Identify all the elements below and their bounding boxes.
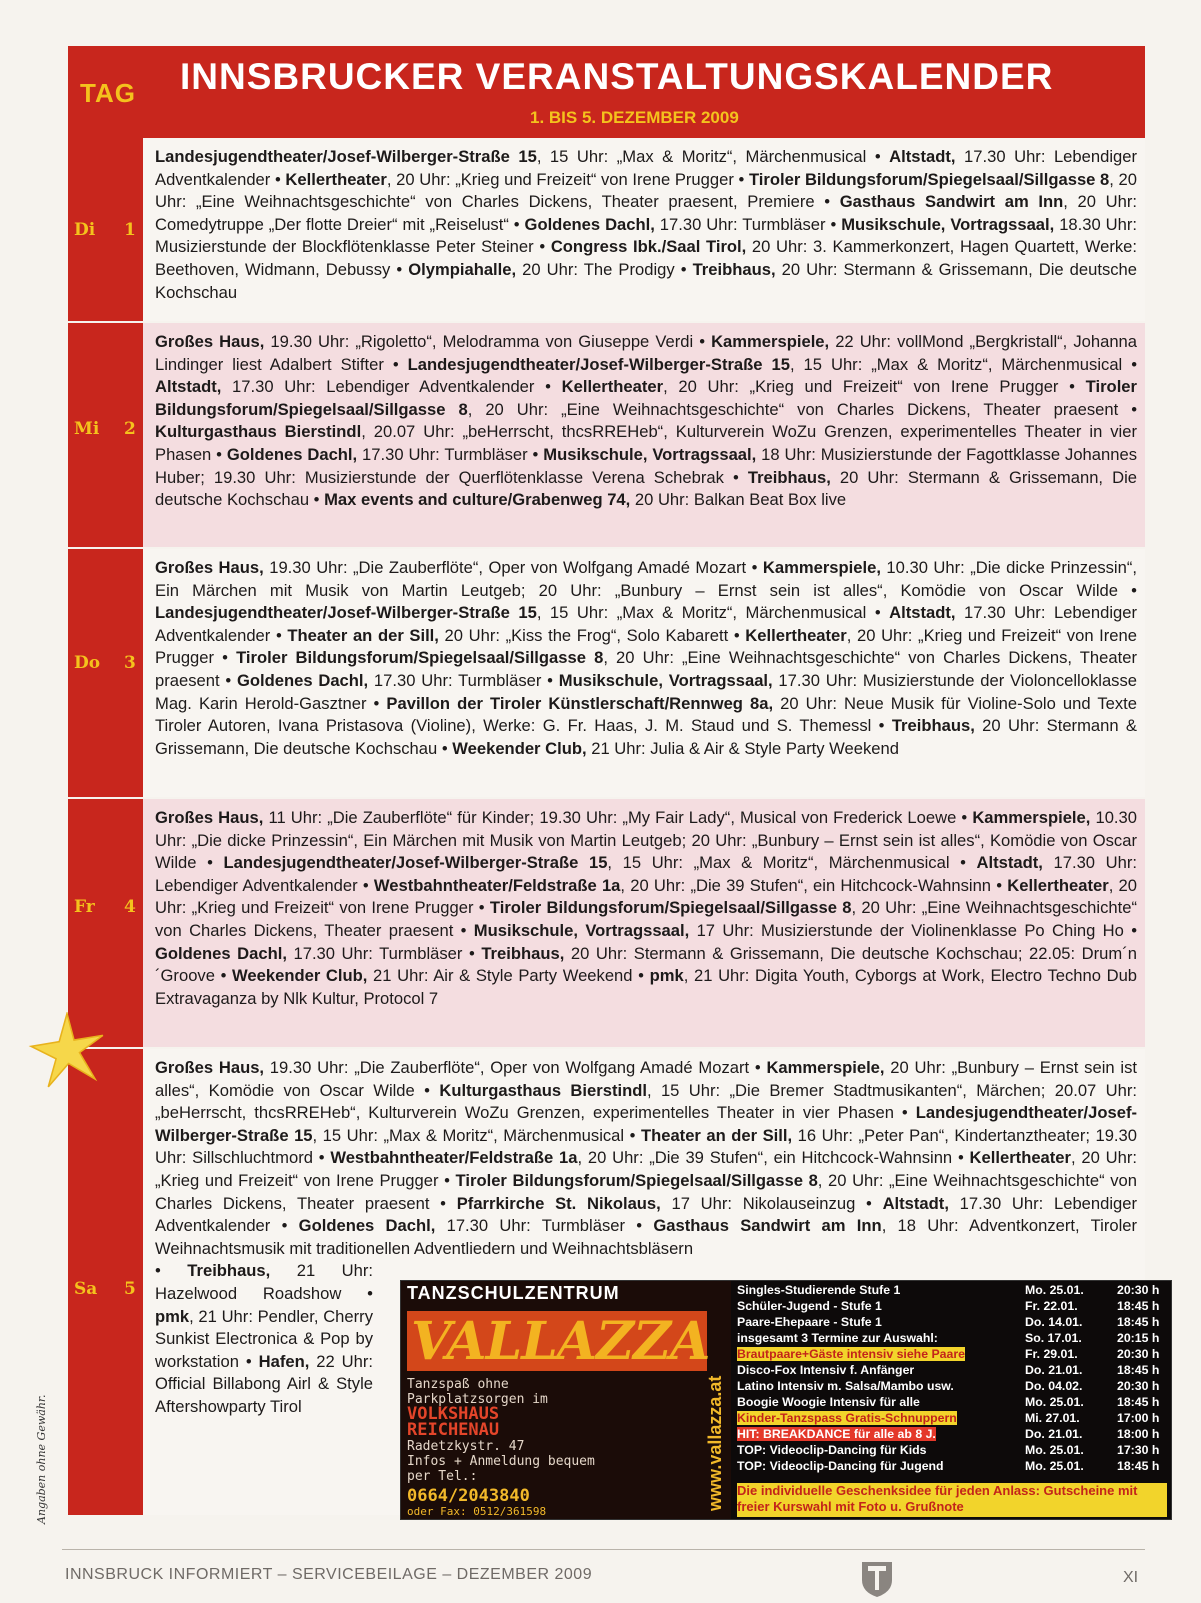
day-number: 5 xyxy=(124,1279,136,1299)
event-details: 22 Uhr: vollMond „Bergkristall“, Johanna Lindinger liest Adalbert Stifter xyxy=(155,332,1138,374)
event-details: 20 Uhr: The Prodigy xyxy=(516,259,675,279)
event-venue: pmk xyxy=(649,966,684,986)
ad-course-row xyxy=(737,1283,1167,1299)
event-venue: Goldenes Dachl, xyxy=(524,214,655,234)
event-details: 21 Uhr: Air & Style Party Weekend xyxy=(367,966,633,986)
event-venue: Treibhaus, xyxy=(692,259,776,279)
event-venue: Kellertheater xyxy=(285,169,387,189)
event-venue: pmk xyxy=(155,1306,190,1326)
ad-course-row xyxy=(737,1427,1167,1443)
course-time: 18:45 h xyxy=(1117,1363,1160,1377)
event-details: , 21 Uhr: Pendler, Cherry Sunkist Electronica & Pop by workstation xyxy=(155,1306,373,1371)
event-venue: Altstadt, xyxy=(155,377,222,397)
event-venue: Theater an der Sill, xyxy=(287,625,439,645)
day-number: 3 xyxy=(124,653,136,673)
event-details: 17.30 Uhr: Turmbläser xyxy=(368,670,542,690)
event-list-narrow: • Treibhaus, 21 Uhr: Hazelwood Roadshow • pmk, 21 Uhr: Pendler, Cherry Sunkist Electronica & Pop by workstation • Hafen, 22 Uhr: Official Billabong Airl & Style Aftershowparty Tirol xyxy=(155,1261,374,1416)
ad-course-row xyxy=(737,1459,1167,1475)
course-name: Latino Intensiv m. Salsa/Mambo usw. xyxy=(737,1379,954,1393)
event-details: 11 Uhr: „Die Zauberflöte“ für Kinder; 19.30 Uhr: „My Fair Lady“, Musical von Frederick Loewe xyxy=(263,808,957,827)
event-details: , 20.07 Uhr: „beHerrscht, thcsRREHeb“, Kulturverein WoZu Grenzen, experimentelles Theater in vier Phasen xyxy=(155,422,1137,464)
ad-logo: VALLAZZA xyxy=(411,1311,710,1372)
course-date: So. 17.01. xyxy=(1025,1331,1082,1345)
event-details: 17.30 Uhr: Turmbläser xyxy=(654,214,826,234)
event-details: , 21 Uhr: Digita Youth, Cyborgs at Work, Electro Techno Dub Extravaganza by Nlk Kultur, Protocol 7 xyxy=(155,966,1138,1008)
event-details: , 20 Uhr: „Krieg und Freizeit“ von Irene Prugger xyxy=(155,1148,1137,1190)
event-venue: Musikschule, Vortragssaal, xyxy=(841,214,1055,234)
event-details: , 15 Uhr: „Die Bremer Stadtmusikanten“, Märchen; 20.07 Uhr: „beHerrscht, thcsRREHeb“, Kulturverein WoZu Grenzen, experimentelles Theater in vier Phasen xyxy=(155,1080,1138,1123)
event-venue: Pavillon der Tiroler Künstlerschaft/Rennweg 8a, xyxy=(386,693,774,713)
event-venue: Westbahntheater/Feldstraße 1a xyxy=(330,1148,578,1168)
event-venue: Landesjugendtheater/Josef-Wilberger-Straße 15 xyxy=(155,603,537,623)
event-list: Großes Haus, 19.30 Uhr: „Rigoletto“, Melodramma von Giuseppe Verdi • Kammerspiele, 22 Uhr: vollMond „Bergkristall“, Johanna Lindinger liest Adalbert Stifter • Landesjugendtheater/Josef-Wilberger-Straße 15, 15 Uhr: „Max & Moritz“, Märchenmusical • Altstadt, 17.30 Uhr: Lebendiger Adventkalender • Kellertheater, 20 Uhr: „Krieg und Freizeit“ von Irene Prugger • Tiroler Bildungsforum/Spiegelsaal/Sillgasse 8, 20 Uhr: „Eine Weihnachtsgeschichte“ von Charles Dickens, Theater praesent • Kulturgasthaus Bierstindl, 20.07 Uhr: „beHerrscht, thcsRREHeb“, Kulturverein WoZu Grenzen, experimentelles Theater in vier Phasen • Goldenes Dachl, 17.30 Uhr: Turmbläser • Musikschule, Vortragssaal, 18 Uhr: Musizierstunde der Fagottklasse Johannes Huber; 19.30 Uhr: Musizierstunde der Querflötenklasse Verena Schebrak • Treibhaus, 20 Uhr: Stermann & Grissemann, Die deutsche Kochschau • Max events and culture/Grabenweg 74, 20 Uhr: Balkan Beat Box live xyxy=(155,332,1138,510)
event-venue: Musikschule, Vortragssaal, xyxy=(473,920,690,940)
event-venue: Kammerspiele, xyxy=(762,558,881,577)
event-venue: Altstadt, xyxy=(889,603,956,623)
event-details: , 20 Uhr: „Eine Weihnachtsgeschichte“ von Charles Dickens, Theater praesent xyxy=(155,898,1137,940)
ad-course-table xyxy=(737,1283,1167,1475)
event-venue: Olympiahalle, xyxy=(408,259,517,279)
event-venue: Tiroler Bildungsforum/Spiegelsaal/Sillgasse 8 xyxy=(748,169,1110,189)
event-details: , 20 Uhr: Comedytruppe „Der flotte Dreier“ mit „Reiselust“ xyxy=(155,192,1138,234)
ad-footer: Die individuelle Geschenksidee für jeden Anlass: Gutscheine mit freier Kurswahl mit Foto u. Grußnote xyxy=(737,1483,1167,1517)
event-details: , 15 Uhr: „Max & Moritz“, Märchenmusical xyxy=(312,1125,625,1145)
event-details: 20 Uhr: 3. Kammerkonzert, Hagen Quartett, Werke: Beethoven, Widmann, Debussy xyxy=(155,237,1137,279)
event-details: 17 Uhr: Musizierstunde der Violinenklasse Po Ching Ho xyxy=(689,920,1124,940)
event-list: Großes Haus, 11 Uhr: „Die Zauberflöte“ für Kinder; 19.30 Uhr: „My Fair Lady“, Musical von Frederick Loewe • Kammerspiele, 10.30 Uhr: „Die dicke Prinzessin“, Ein Märchen mit Musik von Martin Leutgeb; 20 Uhr: „Bunbury – Ernst sein ist alles“, Komödie von Oscar Wilde • Landesjugendtheater/Josef-Wilberger-Straße 15, 15 Uhr: „Max & Moritz“, Märchenmusical • Altstadt, 17.30 Uhr: Lebendiger Adventkalender • Westbahntheater/Feldstraße 1a, 20 Uhr: „Die 39 Stufen“, ein Hitchcock-Wahnsinn • Kellertheater, 20 Uhr: „Krieg und Freizeit“ von Irene Prugger • Tiroler Bildungsforum/Spiegelsaal/Sillgasse 8, 20 Uhr: „Eine Weihnachtsgeschichte“ von Charles Dickens, Theater praesent • Musikschule, Vortragssaal, 17 Uhr: Musizierstunde der Violinenklasse Po Ching Ho • Goldenes Dachl, 17.30 Uhr: Turmbläser • Treibhaus, 20 Uhr: Stermann & Grissemann, Die deutsche Kochschau; 22.05: Drum´n´Groove • Weekender Club, 21 Uhr: Air & Style Party Weekend • pmk, 21 Uhr: Digita Youth, Cyborgs at Work, Electro Techno Dub Extravaganza by Nlk Kultur, Protocol 7 xyxy=(155,808,1138,1008)
disclaimer: Angaben ohne Gewähr. xyxy=(35,1394,48,1524)
page-title: INNSBRUCKER VERANSTALTUNGSKALENDER xyxy=(180,56,1054,97)
event-venue: Weekender Club, xyxy=(452,738,587,758)
event-venue: Kellertheater xyxy=(561,377,664,397)
event-venue: Max events and culture/Grabenweg 74, xyxy=(324,490,631,510)
event-details: , 20 Uhr: „Krieg und Freizeit“ von Irene Prugger xyxy=(386,169,734,189)
event-details: , 15 Uhr: „Max & Moritz“, Märchenmusical xyxy=(536,147,867,166)
weekday-label: Fr xyxy=(74,897,95,917)
event-venue: Congress Ibk./Saal Tirol, xyxy=(550,237,747,257)
event-details: 17.30 Uhr: Turmbläser xyxy=(286,943,463,963)
ad-course-row xyxy=(737,1443,1167,1459)
event-details: 18.30 Uhr: Musizierstunde der Blockflötenklasse Peter Steiner xyxy=(155,214,1137,257)
event-details: , 20 Uhr: „Krieg und Freizeit“ von Irene Prugger xyxy=(155,625,1137,668)
ad-contact xyxy=(407,1377,597,1484)
event-details: 21 Uhr: Julia & Air & Style Party Weekend xyxy=(586,738,899,758)
course-time: 20:30 h xyxy=(1117,1379,1160,1393)
course-date: Do. 21.01. xyxy=(1025,1363,1083,1377)
day-number: 4 xyxy=(124,897,136,917)
event-list-wide: Großes Haus, 19.30 Uhr: „Die Zauberflöte“, Oper von Wolfgang Amadé Mozart • Kammerspiele, 20 Uhr: „Bunbury – Ernst sein ist alles“, Komödie von Oscar Wilde • Kulturgasthaus Bierstindl, 15 Uhr: „Die Bremer Stadtmusikanten“, Märchen; 20.07 Uhr: „beHerrscht, thcsRREHeb“, Kulturverein WoZu Grenzen, experimentelles Theater in vier Phasen • Landesjugendtheater/Josef-Wilberger-Straße 15, 15 Uhr: „Max & Moritz“, Märchenmusical • Theater an der Sill, 16 Uhr: „Peter Pan“, Kindertanztheater; 19.30 Uhr: Sillschluchtmord • Westbahntheater/Feldstraße 1a, 20 Uhr: „Die 39 Stufen“, ein Hitchcock-Wahnsinn • Kellertheater, 20 Uhr: „Krieg und Freizeit“ von Irene Prugger • Tiroler Bildungsforum/Spiegelsaal/Sillgasse 8, 20 Uhr: „Eine Weihnachtsgeschichte“ von Charles Dickens, Theater praesent • Pfarrkirche St. Nikolaus, 17 Uhr: Nikolauseinzug • Altstadt, 17.30 Uhr: Lebendiger Adventkalender • Goldenes Dachl, 17.30 Uhr: Turmbläser • Gasthaus Sandwirt am Inn, 18 Uhr: Adventkonzert, Tiroler Weihnachtsmusik mit traditionellen Adventliedern und Weihnachtsbläsern xyxy=(155,1058,1138,1258)
course-name: HIT: BREAKDANCE für alle ab 8 J. xyxy=(737,1427,936,1441)
event-venue: Musikschule, Vortragssaal, xyxy=(558,670,773,690)
event-venue: Kellertheater xyxy=(745,625,847,645)
event-venue: Goldenes Dachl, xyxy=(298,1216,436,1236)
event-details: 20 Uhr: „Bunbury – Ernst sein ist alles“, Komödie von Oscar Wilde xyxy=(155,1058,1137,1100)
ad-course-row xyxy=(737,1379,1167,1395)
event-details: 21 Uhr: Hazelwood Roadshow xyxy=(155,1261,374,1303)
event-venue: Westbahntheater/Feldstraße 1a xyxy=(373,875,621,895)
event-venue: Tiroler Bildungsforum/Spiegelsaal/Sillgasse 8 xyxy=(236,648,604,668)
weekday-label: Di xyxy=(74,220,96,240)
weekday-label: Do xyxy=(74,653,101,673)
course-date: Do. 04.02. xyxy=(1025,1379,1083,1393)
day-cell xyxy=(68,1049,143,1515)
course-date: Do. 21.01. xyxy=(1025,1427,1083,1441)
course-date: Do. 14.01. xyxy=(1025,1315,1083,1329)
ad-course-row xyxy=(737,1411,1167,1427)
svg-text:www.vallazza.at: www.vallazza.at xyxy=(705,1375,725,1511)
event-details: 10.30 Uhr: „Die dicke Prinzessin“, Ein Märchen mit Musik von Martin Leutgeb; 20 Uhr: „Bunbury – Ernst sein ist alles“, Komödie von Oscar Wilde xyxy=(155,558,1137,600)
event-details: 17.30 Uhr: Lebendiger Adventkalender xyxy=(155,853,1137,895)
event-details: , 20 Uhr: „Krieg und Freizeit“ von Irene Prugger xyxy=(663,377,1059,397)
event-details: 20 Uhr: „Kiss the Frog“, Solo Kabarett xyxy=(438,625,729,645)
event-details: , 20 Uhr: „Eine Weihnachtsgeschichte“ von Charles Dickens, Theater praesent xyxy=(155,648,1137,690)
event-details: 17 Uhr: Nikolauseinzug xyxy=(660,1193,856,1213)
ad-course-row xyxy=(737,1347,1167,1363)
course-date: Fr. 29.01. xyxy=(1025,1347,1078,1361)
event-venue: Kulturgasthaus Bierstindl xyxy=(155,422,362,442)
event-details: 17.30 Uhr: Lebendiger Adventkalender xyxy=(155,147,1137,189)
event-details: , 20 Uhr: „Krieg und Freizeit“ von Irene Prugger xyxy=(155,875,1138,918)
ad-course-row xyxy=(737,1315,1167,1331)
ad-address: Radetzkystr. 47 xyxy=(407,1439,525,1454)
event-venue: Kammerspiele, xyxy=(972,808,1091,827)
event-venue: Altstadt, xyxy=(976,853,1043,873)
course-date: Mo. 25.01. xyxy=(1025,1443,1084,1457)
ad-info: Infos + Anmeldung bequem per Tel.: xyxy=(407,1454,595,1484)
ad-course-row xyxy=(737,1299,1167,1315)
event-details: 20 Uhr: Balkan Beat Box live xyxy=(630,490,847,510)
event-venue: Großes Haus, xyxy=(155,558,264,577)
course-time: 18:45 h xyxy=(1117,1299,1160,1313)
event-venue: Kellertheater xyxy=(1007,875,1109,895)
event-venue: Treibhaus, xyxy=(747,467,831,487)
event-venue: Goldenes Dachl, xyxy=(236,670,369,690)
course-name: TOP: Videoclip-Dancing für Jugend xyxy=(737,1459,944,1473)
course-name: insgesamt 3 Termine zur Auswahl: xyxy=(737,1331,938,1345)
course-date: Mo. 25.01. xyxy=(1025,1395,1084,1409)
event-details: 20 Uhr: Stermann & Grissemann, Die deutsche Kochschau xyxy=(155,467,1137,510)
ad-phone: 0664/2043840 xyxy=(407,1486,530,1506)
event-venue: Großes Haus, xyxy=(155,808,264,827)
event-details: 16 Uhr: „Peter Pan“, Kindertanztheater; 19.30 Uhr: Sillschluchtmord xyxy=(155,1125,1137,1168)
day-column-header: TAG xyxy=(80,78,136,108)
event-details: 19.30 Uhr: „Die Zauberflöte“, Oper von Wolfgang Amadé Mozart xyxy=(264,1058,750,1077)
course-name: Paare-Ehepaare - Stufe 1 xyxy=(737,1315,882,1329)
event-venue: Altstadt, xyxy=(882,1193,949,1213)
day-row-3 xyxy=(68,549,1145,797)
event-details: 18 Uhr: Musizierstunde der Fagottklasse Johannes Huber; 19.30 Uhr: Musizierstunde der Querflötenklasse Verena Schebrak xyxy=(155,444,1137,487)
event-venue: Tiroler Bildungsforum/Spiegelsaal/Sillgasse 8 xyxy=(455,1170,818,1190)
course-name: Brautpaare+Gäste intensiv siehe Paare xyxy=(737,1347,965,1361)
day-row-4 xyxy=(68,799,1145,1047)
event-venue: Weekender Club, xyxy=(232,966,368,986)
day-cell xyxy=(68,549,143,797)
event-details: 10.30 Uhr: „Die dicke Prinzessin“, Ein Märchen mit Musik von Martin Leutgeb; 20 Uhr: „Bunbury – Ernst sein ist alles“, Komödie von Oscar Wilde xyxy=(155,808,1137,873)
event-details: 19.30 Uhr: „Rigoletto“, Melodramma von Giuseppe Verdi xyxy=(264,332,694,351)
event-venue: Gasthaus Sandwirt am Inn xyxy=(653,1216,882,1236)
weekday-label: Mi xyxy=(74,419,100,439)
course-date: Mi. 27.01. xyxy=(1025,1411,1080,1425)
event-venue: Treibhaus, xyxy=(891,716,975,736)
event-venue: Kulturgasthaus Bierstindl xyxy=(439,1080,647,1100)
course-time: 20:30 h xyxy=(1117,1347,1160,1361)
event-details: 22 Uhr: Official Billabong Airl & Style Aftershowparty Tirol xyxy=(155,1351,373,1416)
event-venue: Gasthaus Sandwirt am Inn xyxy=(839,192,1064,212)
day-cell xyxy=(68,138,143,321)
event-details: 20 Uhr: Stermann & Grissemann, Die deutsche Kochschau xyxy=(155,716,1137,758)
event-venue: Musikschule, Vortragssaal, xyxy=(543,444,757,464)
ad-fax: oder Fax: 0512/361598 xyxy=(407,1505,547,1518)
event-venue: Treibhaus, xyxy=(481,943,565,963)
event-details: 17.30 Uhr: Turmbläser xyxy=(435,1216,625,1236)
event-venue: Treibhaus, xyxy=(187,1261,271,1281)
course-name: Schüler-Jugend - Stufe 1 xyxy=(737,1299,882,1313)
event-details: 17.30 Uhr: Lebendiger Adventkalender xyxy=(221,377,535,397)
date-range: 1. BIS 5. DEZEMBER 2009 xyxy=(530,108,739,127)
event-venue: Kammerspiele, xyxy=(766,1058,885,1077)
dance-school-ad[interactable] xyxy=(400,1280,1172,1520)
event-venue: Großes Haus, xyxy=(155,332,265,351)
ad-venue: VOLKSHAUS REICHENAU xyxy=(407,1404,500,1440)
course-time: 17:30 h xyxy=(1117,1443,1160,1457)
course-time: 20:15 h xyxy=(1117,1331,1160,1345)
event-venue: Landesjugendtheater/Josef-Wilberger-Straße 15 xyxy=(407,354,790,374)
event-details: , 20 Uhr: „Die 39 Stufen“, ein Hitchcock-Wahnsinn xyxy=(620,875,992,895)
course-time: 18:00 h xyxy=(1117,1427,1160,1441)
event-venue: Kammerspiele, xyxy=(711,332,830,351)
course-time: 17:00 h xyxy=(1117,1411,1160,1425)
event-venue: Altstadt, xyxy=(889,147,956,166)
course-name: Boogie Woogie Intensiv für alle xyxy=(737,1395,920,1409)
footer-divider xyxy=(62,1549,1145,1550)
day-row-1 xyxy=(68,138,1145,321)
event-venue: Großes Haus, xyxy=(155,1058,265,1077)
event-details: , 15 Uhr: „Max & Moritz“, Märchenmusical xyxy=(789,354,1123,374)
course-date: Mo. 25.01. xyxy=(1025,1283,1084,1297)
course-date: Fr. 22.01. xyxy=(1025,1299,1078,1313)
event-details: , 20 Uhr: „Die 39 Stufen“, ein Hitchcock-Wahnsinn xyxy=(577,1148,953,1168)
ad-tagline: Tanzspaß ohne Parkplatzsorgen im xyxy=(407,1377,548,1407)
event-venue: Theater an der Sill, xyxy=(640,1125,793,1145)
event-venue: Goldenes Dachl, xyxy=(226,444,358,464)
ad-url[interactable] xyxy=(705,1283,727,1515)
event-details: 19.30 Uhr: „Die Zauberflöte“, Oper von Wolfgang Amadé Mozart xyxy=(263,558,747,577)
course-time: 20:30 h xyxy=(1117,1283,1160,1297)
event-details: 20 Uhr: Stermann & Grissemann, Die deutsche Kochschau; 22.05: Drum´n´Groove xyxy=(155,943,1137,986)
course-date: Mo. 25.01. xyxy=(1025,1459,1084,1473)
course-time: 18:45 h xyxy=(1117,1395,1160,1409)
course-time: 18:45 h xyxy=(1117,1459,1160,1473)
event-details: , 20 Uhr: „Eine Weihnachtsgeschichte“ von Charles Dickens, Theater praesent, Premiere xyxy=(155,169,1137,212)
day-row-2 xyxy=(68,323,1145,547)
event-venue: Hafen, xyxy=(258,1351,310,1371)
course-name: Disco-Fox Intensiv f. Anfänger xyxy=(737,1363,915,1377)
course-time: 18:45 h xyxy=(1117,1315,1160,1329)
day-number: 1 xyxy=(124,220,136,240)
star-icon xyxy=(28,1012,106,1090)
ad-brand: TANZSCHULZENTRUM xyxy=(407,1283,620,1303)
event-venue: Pfarrkirche St. Nikolaus, xyxy=(456,1193,661,1213)
page-number: XI xyxy=(1123,1569,1139,1586)
event-details: , 15 Uhr: „Max & Moritz“, Märchenmusical xyxy=(536,603,867,623)
ad-course-row xyxy=(737,1331,1167,1347)
event-details: , 18 Uhr: Adventkonzert, Tiroler Weihnachtsmusik mit traditionellen Adventliedern und Weihnachtsbläsern xyxy=(155,1216,1138,1258)
day-number: 2 xyxy=(124,419,136,439)
event-venue: Tiroler Bildungsforum/Spiegelsaal/Sillgasse 8 xyxy=(489,898,852,918)
course-name: TOP: Videoclip-Dancing für Kids xyxy=(737,1443,927,1457)
page-footer: INNSBRUCK INFORMIERT – SERVICEBEILAGE – DEZEMBER 2009 xyxy=(65,1566,593,1583)
event-venue: Landesjugendtheater/Josef-Wilberger-Straße 15 xyxy=(155,1103,1138,1145)
event-venue: Tiroler Bildungsforum/Spiegelsaal/Sillgasse 8 xyxy=(155,377,1137,419)
ad-photo-panel xyxy=(401,1281,731,1519)
event-details: , 15 Uhr: „Max & Moritz“, Märchenmusical xyxy=(607,853,950,873)
day-cell xyxy=(68,323,143,547)
event-details: 17.30 Uhr: Turmbläser xyxy=(357,444,528,464)
weekday-label: Sa xyxy=(74,1279,98,1299)
day-cell xyxy=(68,799,143,1047)
course-name: Kinder-Tanzspass Gratis-Schnuppern xyxy=(737,1411,957,1425)
city-crest-icon xyxy=(860,1558,894,1598)
event-list: Großes Haus, 19.30 Uhr: „Die Zauberflöte“, Oper von Wolfgang Amadé Mozart • Kammerspiele, 10.30 Uhr: „Die dicke Prinzessin“, Ein Märchen mit Musik von Martin Leutgeb; 20 Uhr: „Bunbury – Ernst sein ist alles“, Komödie von Oscar Wilde • Landesjugendtheater/Josef-Wilberger-Straße 15, 15 Uhr: „Max & Moritz“, Märchenmusical • Altstadt, 17.30 Uhr: Lebendiger Adventkalender • Theater an der Sill, 20 Uhr: „Kiss the Frog“, Solo Kabarett • Kellertheater, 20 Uhr: „Krieg und Freizeit“ von Irene Prugger • Tiroler Bildungsforum/Spiegelsaal/Sillgasse 8, 20 Uhr: „Eine Weihnachtsgeschichte“ von Charles Dickens, Theater praesent • Goldenes Dachl, 17.30 Uhr: Turmbläser • Musikschule, Vortragssaal, 17.30 Uhr: Musizierstunde der Violoncelloklasse Mag. Karin Herold-Gasztner • Pavillon der Tiroler Künstlerschaft/Rennweg 8a, 20 Uhr: Neue Musik für Violine-Solo und Texte Tiroler Autoren, Ivana Pristasova (Violine), Werke: G. Fr. Haas, J. M. Staud und S. Themessl • Treibhaus, 20 Uhr: Stermann & Grissemann, Die deutsche Kochschau • Weekender Club, 21 Uhr: Julia & Air & Style Party Weekend xyxy=(155,558,1138,758)
event-venue: Landesjugendtheater/Josef-Wilberger-Straße 15 xyxy=(155,147,537,166)
event-details: 20 Uhr: Stermann & Grissemann, Die deutsche Kochschau xyxy=(155,259,1138,302)
event-list: Landesjugendtheater/Josef-Wilberger-Straße 15, 15 Uhr: „Max & Moritz“, Märchenmusical • Altstadt, 17.30 Uhr: Lebendiger Adventkalender • Kellertheater, 20 Uhr: „Krieg und Freizeit“ von Irene Prugger • Tiroler Bildungsforum/Spiegelsaal/Sillgasse 8, 20 Uhr: „Eine Weihnachtsgeschichte“ von Charles Dickens, Theater praesent, Premiere • Gasthaus Sandwirt am Inn, 20 Uhr: Comedytruppe „Der flotte Dreier“ mit „Reiselust“ • Goldenes Dachl, 17.30 Uhr: Turmbläser • Musikschule, Vortragssaal, 18.30 Uhr: Musizierstunde der Blockflötenklasse Peter Steiner • Congress Ibk./Saal Tirol, 20 Uhr: 3. Kammerkonzert, Hagen Quartett, Werke: Beethoven, Widmann, Debussy • Olympiahalle, 20 Uhr: The Prodigy • Treibhaus, 20 Uhr: Stermann & Grissemann, Die deutsche Kochschau xyxy=(155,147,1138,302)
event-details: 20 Uhr: Neue Musik für Violine-Solo und Texte Tiroler Autoren, Ivana Pristasova (Violine), Werke: G. Fr. Haas, J. M. Staud und S. Themessl xyxy=(155,693,1138,736)
event-details: , 20 Uhr: „Eine Weihnachtsgeschichte“ von Charles Dickens, Theater praesent xyxy=(155,1170,1137,1213)
event-details: 17.30 Uhr: Musizierstunde der Violoncelloklasse Mag. Karin Herold-Gasztner xyxy=(155,670,1138,713)
event-details: , 20 Uhr: „Eine Weihnachtsgeschichte“ von Charles Dickens, Theater praesent xyxy=(467,399,1119,419)
event-venue: Goldenes Dachl, xyxy=(155,943,287,963)
event-details: 17.30 Uhr: Lebendiger Adventkalender xyxy=(155,603,1137,645)
course-name: Singles-Studierende Stufe 1 xyxy=(737,1283,901,1297)
event-details: 17.30 Uhr: Lebendiger Adventkalender xyxy=(155,1193,1138,1236)
ad-course-row xyxy=(737,1363,1167,1379)
ad-course-row xyxy=(737,1395,1167,1411)
event-venue: Landesjugendtheater/Josef-Wilberger-Straße 15 xyxy=(223,853,608,873)
event-venue: Kellertheater xyxy=(969,1148,1071,1168)
